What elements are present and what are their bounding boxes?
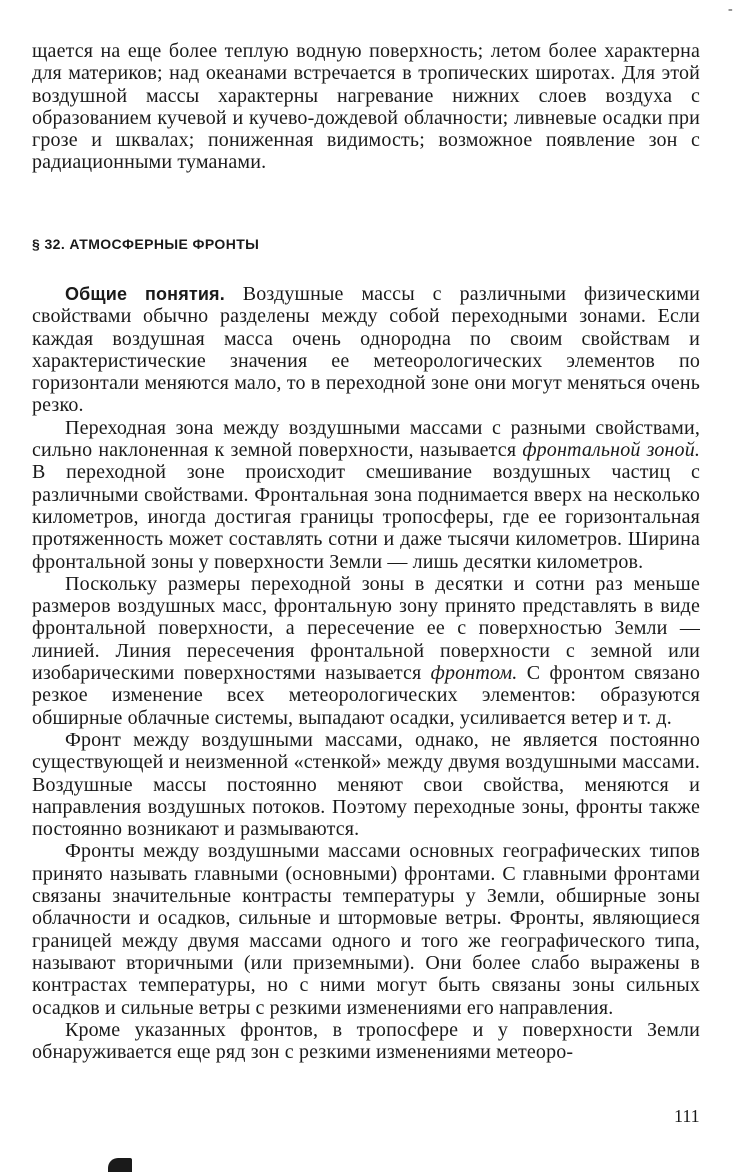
paragraph-other-fronts: Кроме указанных фронтов, в тропосфере и у поверхности Земли обнаруживается еще ряд зон с резкими изменениями метеоро- [32, 1018, 700, 1064]
corner-mark: - [728, 2, 733, 17]
paragraph-lead-in: Общие понятия. [65, 284, 225, 304]
paragraph-text: С фронтом связано резкое изменение всех метеорологических элементов: образуются обширные облачные системы, выпадают осадки, усиливается ветер и т. д. [32, 662, 700, 729]
paragraph-text: Воздушные массы с различными физическими свойствами обычно разделены между собой переходными зонами. Если каждая воздушная масса очень однородна по своим свойствам и характеристические значения ее метеорологических элементов по горизонтали меняются мало, то в переходной зоне они могут меняться очень резко. [32, 283, 700, 417]
scan-artifact-mark [108, 1158, 132, 1172]
paragraph-general-concepts [32, 283, 700, 417]
term-italic: фронтом. [430, 662, 518, 685]
paragraph-text: Переходная зона между воздушными массами с разными свойствами, сильно наклоненная к земной поверхности, называется [32, 416, 700, 462]
term-italic: фронтальной зоной. [522, 439, 701, 462]
section-heading: § 32. АТМОСФЕРНЫЕ ФРОНТЫ [32, 236, 260, 252]
continued-paragraph [32, 40, 700, 174]
section-body [32, 283, 700, 1063]
page-number: 111 [674, 1106, 700, 1126]
paragraph-text: щается на еще более теплую водную поверхность; летом более характерна для материков; над океанами встречается в тропических широтах. Для этой воздушной массы характерны нагревание нижних слоев воздуха с образованием кучевой и кучево-дождевой облачности; ливневые осадки при грозе и шквалах; пониженная видимость; возможное появление зон с радиационными туманами. [32, 40, 700, 174]
paragraph-front-dynamics: Фронт между воздушными массами, однако, не является постоянно существующей и неизменной «стенкой» между двумя воздушными массами. Воздушные массы постоянно меняют свои свойства, меняются и направления воздушных потоков. Поэтому переходные зоны, фронты также постоянно возникают и размываются. [32, 728, 700, 841]
paragraph-frontal-zone [32, 417, 700, 573]
paragraph-front-definition [32, 573, 700, 729]
paragraph-text: Поскольку размеры переходной зоны в десятки и сотни раз меньше размеров воздушных масс, фронтальную зону принято представлять в виде фронтальной поверхности, а пересечение ее с поверхностью Земли — линией. Линия пересечения фронтальной поверхности с земной или изобарическими поверхностями называется [32, 572, 700, 685]
paragraph-main-fronts: Фронты между воздушными массами основных географических типов принято называть главными (основными) фронтами. С главными фронтами связаны значительные контрасты температуры у Земли, обширные зоны облачности и осадков, сильные и штормовые ветры. Фронты, являющиеся границей между двумя массами одного и того же географического типа, называют вторичными (или приземными). Они более слабо выражены в контрастах температуры, но с ними могут быть связаны зоны сильных осадков и сильные ветры с резкими изменениями его направления. [32, 840, 700, 1019]
paragraph-text: В переходной зоне происходит смешивание воздушных частиц с различными свойствами. Фронтальная зона поднимается вверх на несколько километров, иногда достигая границы тропосферы, где ее горизонтальная протяженность может составлять сотни и даже тысячи километров. Ширина фронтальной зоны у поверхности Земли — лишь десятки километров. [32, 461, 700, 573]
